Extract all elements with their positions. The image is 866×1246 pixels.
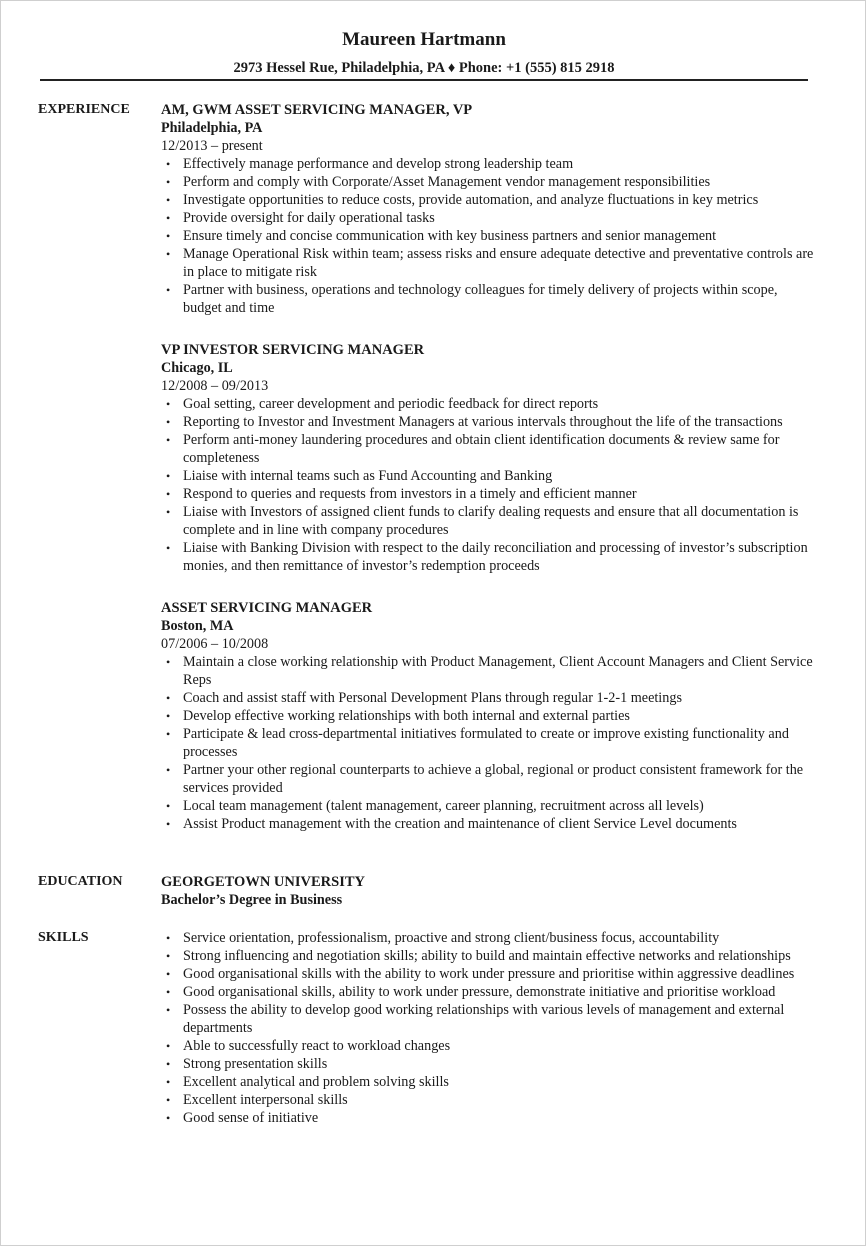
bullet-icon: •: [166, 469, 171, 483]
bullet-icon: •: [166, 949, 171, 963]
bullet-icon: •: [166, 415, 171, 429]
experience-section: [38, 101, 818, 833]
job-bullets: [161, 653, 818, 833]
job-bullet: • Partner your other regional counterparts to achieve a global, regional or product consistent framework for the services provided: [166, 762, 804, 796]
job-bullet: • Partner with business, operations and technology colleagues for timely delivery of projects within scope, budget and time: [166, 282, 778, 316]
job-bullet: • Investigate opportunities to reduce costs, provide automation, and analyze fluctuations in key metrics: [166, 192, 759, 208]
job-bullet: • Effectively manage performance and develop strong leadership team: [166, 156, 574, 172]
bullet-icon: •: [166, 175, 171, 189]
job-bullet: • Goal setting, career development and periodic feedback for direct reports: [166, 396, 599, 412]
bullet-icon: •: [166, 1093, 171, 1107]
job-entry: [161, 599, 818, 833]
job-title: AM, GWM ASSET SERVICING MANAGER, VP: [161, 102, 473, 118]
bullet-icon: •: [166, 985, 171, 999]
job-entry: [161, 101, 818, 317]
job-title: VP INVESTOR SERVICING MANAGER: [161, 342, 425, 358]
bullet-icon: •: [166, 691, 171, 705]
job-bullet: • Perform and comply with Corporate/Asset Management vendor management responsibilities: [166, 174, 711, 190]
skill-item: • Excellent interpersonal skills: [166, 1092, 348, 1108]
bullet-icon: •: [166, 1003, 171, 1017]
bullet-icon: •: [166, 763, 171, 777]
bullet-icon: •: [166, 229, 171, 243]
job-bullet: • Liaise with Banking Division with respect to the daily reconciliation and processing of investor’s subscription monies, and then remittance of investor’s redemption proceeds: [166, 540, 808, 574]
skill-item: • Possess the ability to develop good working relationships with various levels of management and external departments: [166, 1002, 785, 1036]
bullet-icon: •: [166, 1039, 171, 1053]
bullet-icon: •: [166, 817, 171, 831]
job-bullet: • Develop effective working relationships with both internal and external parties: [166, 708, 630, 724]
job-dates: 12/2013 – present: [161, 138, 263, 154]
job-location: Boston, MA: [161, 618, 234, 634]
job-bullet: • Reporting to Investor and Investment Managers at various intervals throughout the life of the transactions: [166, 414, 783, 430]
bullet-icon: •: [166, 727, 171, 741]
job-dates: 07/2006 – 10/2008: [161, 636, 269, 652]
education-body: [161, 873, 818, 909]
skill-item: • Excellent analytical and problem solving skills: [166, 1074, 449, 1090]
bullet-icon: •: [166, 397, 171, 411]
resume-header: [40, 28, 808, 77]
job-bullet: • Liaise with internal teams such as Fund Accounting and Banking: [166, 468, 553, 484]
job-bullet: • Maintain a close working relationship with Product Management, Client Account Managers and Client Service Reps: [166, 654, 813, 688]
job-bullet: • Liaise with Investors of assigned client funds to clarify dealing requests and ensure that all documentation is complete and in line with company procedures: [166, 504, 799, 538]
bullet-icon: •: [166, 193, 171, 207]
skill-item: • Strong presentation skills: [166, 1056, 328, 1072]
experience-label: EXPERIENCE: [38, 102, 130, 117]
bullet-icon: •: [166, 709, 171, 723]
candidate-name: Maureen Hartmann: [342, 29, 506, 50]
bullet-icon: •: [166, 433, 171, 447]
bullet-icon: •: [166, 931, 171, 945]
job-bullet: • Ensure timely and concise communication with key business partners and senior management: [166, 228, 717, 244]
bullet-icon: •: [166, 1075, 171, 1089]
job-bullet: • Local team management (talent management, career planning, recruitment across all levels): [166, 798, 704, 814]
skills-section: [38, 929, 818, 1127]
skills-label: SKILLS: [38, 930, 89, 945]
contact-line: 2973 Hessel Rue, Philadelphia, PA ♦ Phone: +1 (555) 815 2918: [233, 60, 615, 76]
bullet-icon: •: [166, 1057, 171, 1071]
job-bullets: [161, 395, 818, 575]
education-label: EDUCATION: [38, 874, 123, 889]
bullet-icon: •: [166, 487, 171, 501]
bullet-icon: •: [166, 799, 171, 813]
skill-item: • Strong influencing and negotiation skills; ability to build and maintain effective networks and relationships: [166, 948, 791, 964]
experience-body: [161, 101, 818, 833]
job-bullet: • Participate & lead cross-departmental initiatives formulated to create or improve existing functionality and processes: [166, 726, 789, 760]
bullet-icon: •: [166, 211, 171, 225]
degree-name: Bachelor’s Degree in Business: [161, 892, 343, 908]
job-bullet: • Perform anti-money laundering procedures and obtain client identification documents & review same for completeness: [166, 432, 780, 466]
job-bullet: • Provide oversight for daily operational tasks: [166, 210, 435, 226]
job-title: ASSET SERVICING MANAGER: [161, 600, 373, 616]
job-dates: 12/2008 – 09/2013: [161, 378, 269, 394]
job-bullet: • Coach and assist staff with Personal Development Plans through regular 1-2-1 meetings: [166, 690, 682, 706]
job-bullet: • Respond to queries and requests from investors in a timely and efficient manner: [166, 486, 637, 502]
job-bullets: [161, 155, 818, 317]
bullet-icon: •: [166, 655, 171, 669]
bullet-icon: •: [166, 541, 171, 555]
job-location: Chicago, IL: [161, 360, 233, 376]
skills-body: [161, 929, 818, 1127]
skill-item: • Good organisational skills, ability to work under pressure, demonstrate initiative and prioritise workload: [166, 984, 776, 1000]
skill-item: • Good sense of initiative: [166, 1110, 319, 1126]
bullet-icon: •: [166, 247, 171, 261]
header-divider: [40, 79, 808, 81]
bullet-icon: •: [166, 157, 171, 171]
skill-item: • Service orientation, professionalism, proactive and strong client/business focus, accountability: [166, 930, 720, 946]
bullet-icon: •: [166, 283, 171, 297]
job-bullet: • Manage Operational Risk within team; assess risks and ensure adequate detective and preventative controls are in place to mitigate risk: [166, 246, 814, 280]
bullet-icon: •: [166, 967, 171, 981]
bullet-icon: •: [166, 505, 171, 519]
skills-list: [161, 929, 818, 1127]
skill-item: • Able to successfully react to workload changes: [166, 1038, 451, 1054]
job-entry: [161, 341, 818, 575]
school-name: GEORGETOWN UNIVERSITY: [161, 874, 365, 890]
job-location: Philadelphia, PA: [161, 120, 263, 136]
education-section: [38, 873, 818, 909]
skill-item: • Good organisational skills with the ability to work under pressure and prioritise within aggressive deadlines: [166, 966, 795, 982]
job-bullet: • Assist Product management with the creation and maintenance of client Service Level documents: [166, 816, 737, 832]
bullet-icon: •: [166, 1111, 171, 1125]
